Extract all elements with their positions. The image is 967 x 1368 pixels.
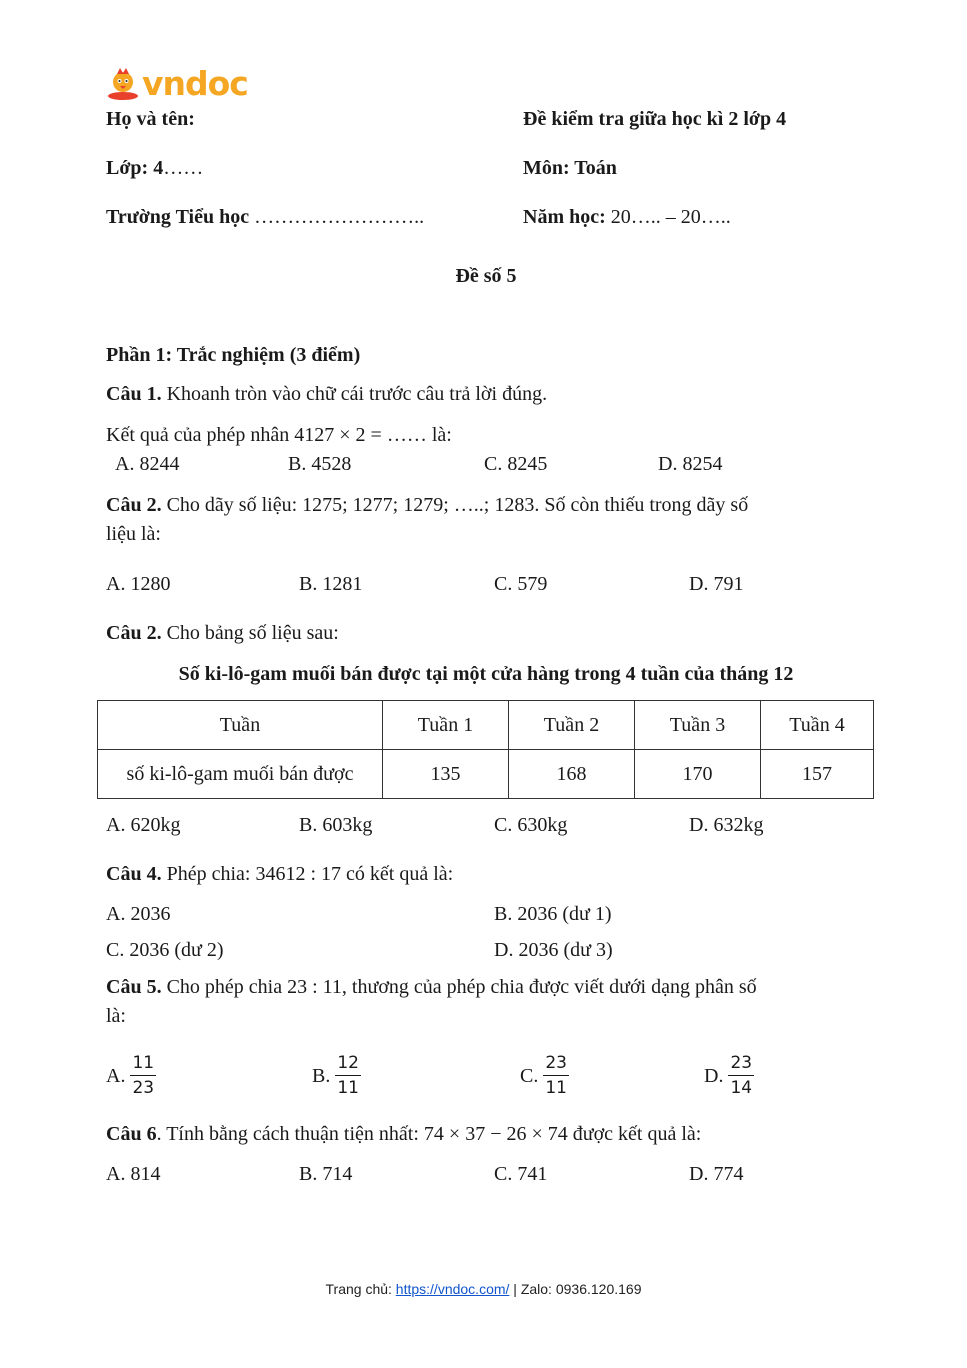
school-dots: …………………….. bbox=[249, 206, 425, 228]
q3-text: Cho bảng số liệu sau: bbox=[161, 622, 339, 644]
table-header-cell: Tuần 1 bbox=[383, 701, 509, 750]
q1-option-b: B. 4528 bbox=[288, 453, 352, 475]
q5-option-c bbox=[520, 1054, 569, 1098]
table-cell: 157 bbox=[761, 750, 874, 799]
fraction-denominator: 11 bbox=[337, 1078, 359, 1098]
year-label: Năm học: bbox=[523, 206, 606, 228]
mascot-icon bbox=[106, 67, 140, 101]
fraction bbox=[335, 1054, 361, 1098]
q6-label: Câu 6 bbox=[106, 1123, 157, 1145]
school-label: Trường Tiểu học bbox=[106, 206, 250, 228]
class-dots: …… bbox=[163, 157, 204, 179]
q6-option-a: A. 814 bbox=[106, 1163, 161, 1185]
q5-option-b bbox=[312, 1054, 361, 1098]
q4-option-c: C. 2036 (dư 2) bbox=[106, 939, 224, 961]
q5-prompt bbox=[106, 975, 757, 999]
q1-option-c: C. 8245 bbox=[484, 453, 548, 475]
class-label: Lớp: 4 bbox=[106, 157, 164, 179]
fraction bbox=[543, 1054, 569, 1098]
year-value: 20….. – 20….. bbox=[605, 206, 731, 228]
fraction-numerator: 23 bbox=[543, 1054, 569, 1076]
subject: Môn: Toán bbox=[523, 157, 617, 179]
q4-label: Câu 4. bbox=[106, 863, 162, 885]
fraction-numerator: 12 bbox=[335, 1054, 361, 1076]
q2-option-c: C. 579 bbox=[494, 573, 548, 595]
fraction bbox=[130, 1054, 156, 1098]
q6-prompt bbox=[106, 1122, 701, 1146]
table-cell: 168 bbox=[509, 750, 635, 799]
table-row bbox=[98, 750, 874, 799]
q6-option-d: D. 774 bbox=[689, 1163, 744, 1185]
q6-option-b: B. 714 bbox=[299, 1163, 353, 1185]
footer-prefix: Trang chủ: bbox=[325, 1281, 396, 1297]
exam-title: Đề kiểm tra giữa học kì 2 lớp 4 bbox=[523, 108, 787, 130]
q3-option-c: C. 630kg bbox=[494, 814, 568, 836]
q2-text-line2: liệu là: bbox=[106, 523, 161, 545]
q6-text: . Tính bằng cách thuận tiện nhất: 74 × 37 − 26 × 74 được kết quả là: bbox=[156, 1123, 702, 1145]
q6-option-c: C. 741 bbox=[494, 1163, 548, 1185]
q5-option-label: A. bbox=[106, 1064, 126, 1087]
q4-option-b: B. 2036 (dư 1) bbox=[494, 903, 612, 925]
table-cell: số ki-lô-gam muối bán được bbox=[98, 750, 383, 799]
exam-number: Đề số 5 bbox=[455, 265, 517, 287]
table-header-cell: Tuần 2 bbox=[509, 701, 635, 750]
table-cell: 170 bbox=[635, 750, 761, 799]
q4-prompt bbox=[106, 862, 453, 886]
school-line bbox=[106, 205, 424, 229]
q1-sub: Kết quả của phép nhân 4127 × 2 = …… là: bbox=[106, 424, 452, 446]
q4-option-d: D. 2036 (dư 3) bbox=[494, 939, 613, 961]
q5-option-d bbox=[704, 1054, 754, 1098]
q2-option-d: D. 791 bbox=[689, 573, 744, 595]
q3-option-a: A. 620kg bbox=[106, 814, 181, 836]
q5-option-label: D. bbox=[704, 1064, 724, 1087]
footer bbox=[0, 1281, 967, 1297]
q5-option-label: C. bbox=[520, 1064, 539, 1087]
q1-label: Câu 1. bbox=[106, 383, 162, 405]
q5-text-line1: Cho phép chia 23 : 11, thương của phép chia được viết dưới dạng phân số bbox=[161, 976, 757, 998]
part1-title: Phần 1: Trắc nghiệm (3 điểm) bbox=[106, 344, 361, 366]
fraction-denominator: 14 bbox=[730, 1078, 753, 1098]
vndoc-logo bbox=[106, 66, 248, 102]
class-line bbox=[106, 156, 203, 180]
q5-option-a bbox=[106, 1054, 156, 1098]
q3-option-d: D. 632kg bbox=[689, 814, 764, 836]
table-header-cell: Tuần 4 bbox=[761, 701, 874, 750]
footer-link[interactable]: https://vndoc.com/ bbox=[395, 1281, 510, 1297]
q1-option-a: A. 8244 bbox=[115, 453, 180, 475]
q1-option-d: D. 8254 bbox=[658, 453, 723, 475]
fraction bbox=[728, 1054, 754, 1098]
fraction-numerator: 23 bbox=[728, 1054, 754, 1076]
table-header-row bbox=[98, 701, 874, 750]
q4-text: Phép chia: 34612 : 17 có kết quả là: bbox=[161, 863, 454, 885]
q4-option-a: A. 2036 bbox=[106, 903, 171, 925]
footer-suffix: | Zalo: 0936.120.169 bbox=[509, 1281, 642, 1297]
q2-text-line1: Cho dãy số liệu: 1275; 1277; 1279; …..; 1283. Số còn thiếu trong dãy số bbox=[161, 494, 749, 516]
q3-option-b: B. 603kg bbox=[299, 814, 373, 836]
q5-label: Câu 5. bbox=[106, 976, 162, 998]
q1-text: Khoanh tròn vào chữ cái trước câu trả lời đúng. bbox=[161, 383, 548, 405]
q3-prompt bbox=[106, 621, 339, 645]
q5-text-line2: là: bbox=[106, 1005, 126, 1027]
table-header-cell: Tuần 3 bbox=[635, 701, 761, 750]
name-label: Họ và tên: bbox=[106, 108, 195, 130]
year-line bbox=[523, 205, 731, 229]
fraction-denominator: 23 bbox=[132, 1078, 155, 1098]
q1-prompt bbox=[106, 382, 547, 406]
logo-text: vndoc bbox=[142, 64, 248, 103]
q2-prompt bbox=[106, 493, 748, 517]
sales-table bbox=[97, 700, 874, 799]
q3-label: Câu 2. bbox=[106, 622, 162, 644]
table-cell: 135 bbox=[383, 750, 509, 799]
table-title: Số ki-lô-gam muối bán được tại một cửa hàng trong 4 tuần của tháng 12 bbox=[178, 663, 794, 685]
q2-label: Câu 2. bbox=[106, 494, 162, 516]
fraction-denominator: 11 bbox=[545, 1078, 567, 1098]
q5-option-label: B. bbox=[312, 1064, 331, 1087]
fraction-numerator: 11 bbox=[130, 1054, 156, 1076]
q2-option-b: B. 1281 bbox=[299, 573, 363, 595]
q2-option-a: A. 1280 bbox=[106, 573, 171, 595]
table-header-cell: Tuần bbox=[98, 701, 383, 750]
